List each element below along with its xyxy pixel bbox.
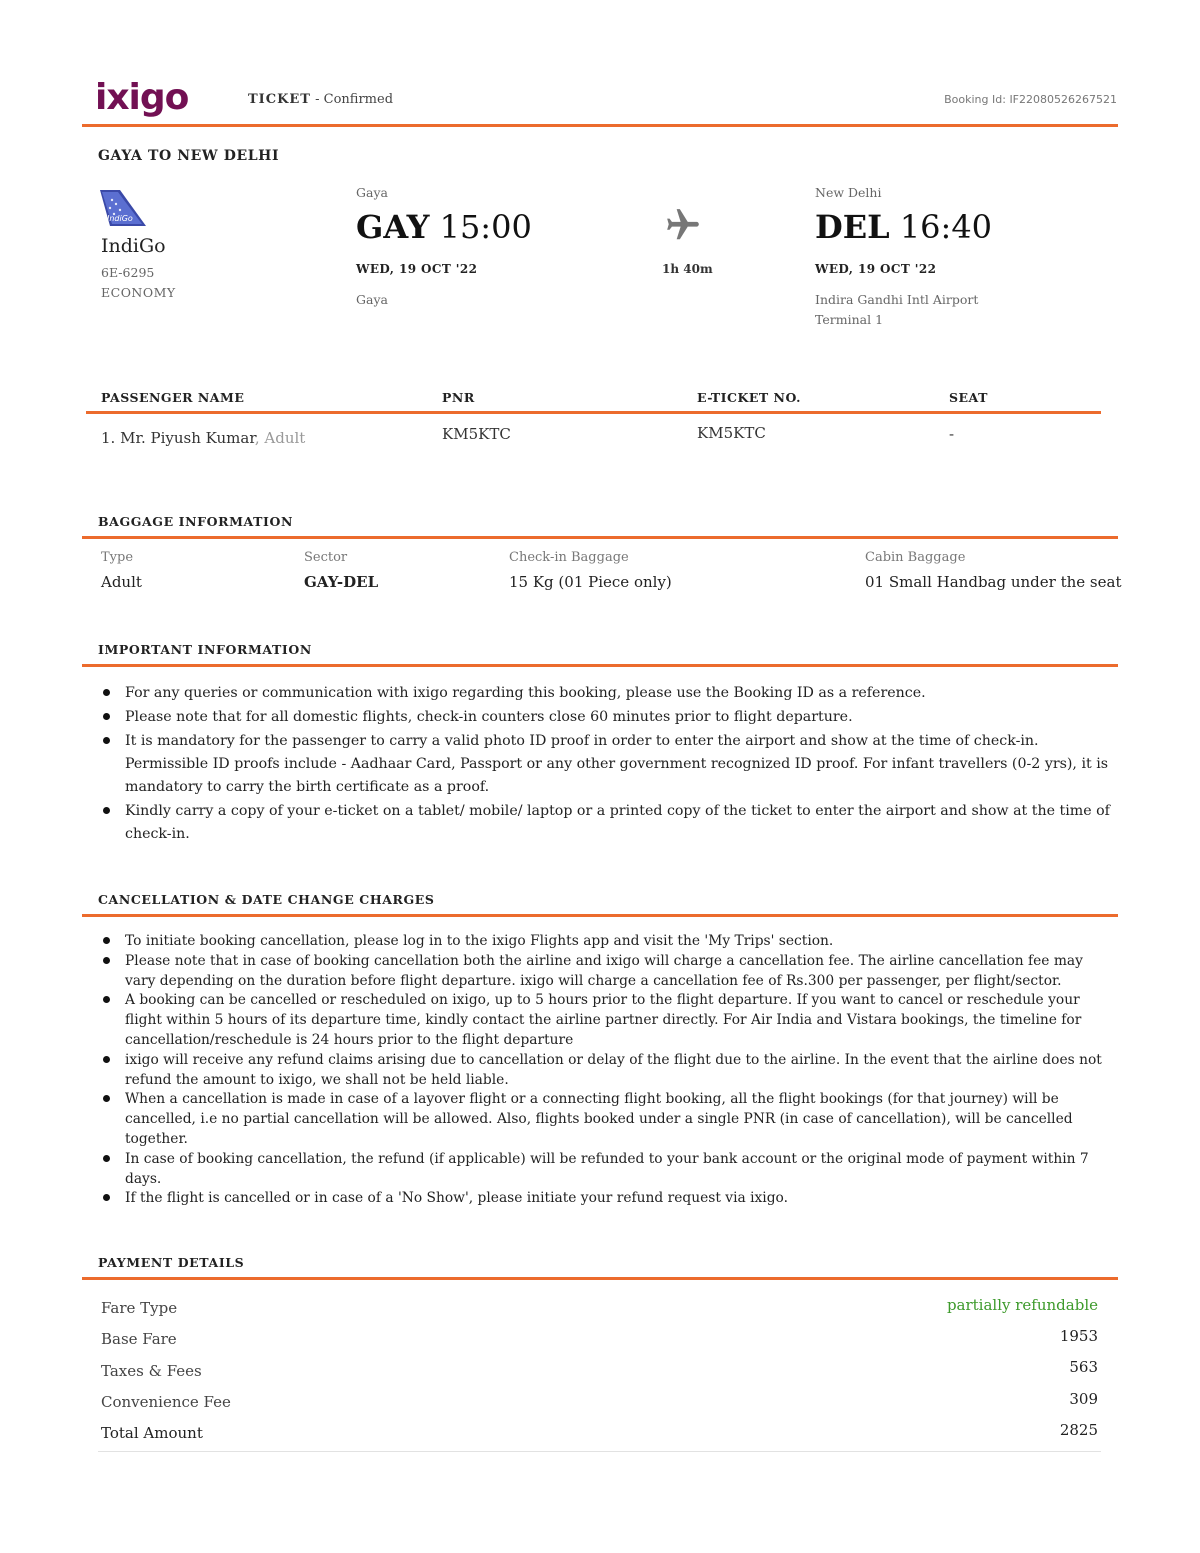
baggage-sector-header: Sector <box>304 550 348 565</box>
destination-terminal: Terminal 1 <box>815 312 884 327</box>
list-item: It is mandatory for the passenger to carry a valid photo ID proof in order to enter the airport and show at the time of check-in. Permissible ID proofs include - Aadhaar Card, Passport or any other government recognized ID proof. For infant travellers (0-2 yrs), it is mandatory to carry the birth certificate as a proof. <box>98 730 1118 799</box>
baggage-checkin-header: Check-in Baggage <box>509 550 629 565</box>
list-item: Kindly carry a copy of your e-ticket on a tablet/ mobile/ laptop or a printed copy of the ticket to enter the airport and show at the time of check-in. <box>98 800 1118 846</box>
destination-city: New Delhi <box>815 185 882 200</box>
taxes-fees-label: Taxes & Fees <box>101 1362 202 1380</box>
cancellation-divider <box>82 914 1118 917</box>
total-amount-value: 2825 <box>1059 1421 1098 1439</box>
important-info-divider <box>82 664 1118 667</box>
convenience-fee-value: 309 <box>1069 1390 1098 1408</box>
list-item: ixigo will receive any refund claims arising due to cancellation or delay of the flight due to the airline. In the event that the airline does not refund the amount to ixigo, we shall not be held liable. <box>98 1051 1108 1091</box>
ticket-status-label <box>248 92 393 107</box>
route-title: GAYA TO NEW DELHI <box>98 148 280 164</box>
baggage-type-header: Type <box>101 550 134 565</box>
fare-type-label: Fare Type <box>101 1299 178 1317</box>
baggage-checkin-value: 15 Kg (01 Piece only) <box>509 573 672 591</box>
indigo-tail-logo-icon <box>98 188 150 230</box>
baggage-sector-value: GAY-DEL <box>304 573 379 591</box>
baggage-cabin-value: 01 Small Handbag under the seat <box>865 573 1122 591</box>
list-item: Please note that for all domestic flights, check-in counters close 60 minutes prior to flight departure. <box>98 706 1118 729</box>
ticket-label: TICKET <box>248 92 311 107</box>
payment-divider <box>82 1277 1118 1280</box>
pnr-value: KM5KTC <box>442 425 511 443</box>
destination-time: 16:40 <box>899 208 993 246</box>
origin-code: GAY <box>356 208 430 246</box>
pnr-header: PNR <box>442 390 475 405</box>
cancellation-title: CANCELLATION & DATE CHANGE CHARGES <box>98 892 435 907</box>
seat-header: SEAT <box>949 390 988 405</box>
passenger-name <box>101 429 305 447</box>
list-item: If the flight is cancelled or in case of a 'No Show', please initiate your refund request via ixigo. <box>98 1189 1108 1209</box>
origin-airport: Gaya <box>356 292 388 307</box>
passenger-name-header: PASSENGER NAME <box>101 390 245 405</box>
destination-airport <box>815 290 978 330</box>
cabin-class: ECONOMY <box>101 285 176 300</box>
cancellation-list <box>98 932 1108 1209</box>
passenger-table-divider <box>86 411 1101 414</box>
baggage-divider <box>82 536 1118 539</box>
passenger-name-text: 1. Mr. Piyush Kumar <box>101 429 255 447</box>
header-divider <box>82 124 1118 127</box>
destination-code-time <box>815 207 992 247</box>
booking-id: Booking Id: IF22080526267521 <box>944 93 1117 106</box>
origin-code-time <box>356 207 532 247</box>
list-item: When a cancellation is made in case of a layover flight or a connecting flight booking, all the flight bookings (for that journey) will be cancelled, i.e no partial cancellation will be allowed. Also, flights booked under a single PNR (in case of cancellation), will be cancelled together. <box>98 1090 1108 1149</box>
list-item: Please note that in case of booking cancellation both the airline and ixigo will charge a cancellation fee. The airline cancellation fee may vary depending on the duration before flight departure. ixigo will charge a cancellation fee of Rs.300 per passenger, per flight/sector. <box>98 952 1108 992</box>
seat-value: - <box>949 425 955 443</box>
payment-bottom-divider <box>98 1451 1101 1452</box>
flight-number: 6E-6295 <box>101 265 155 280</box>
airline-name: IndiGo <box>101 235 166 257</box>
airplane-icon <box>664 206 702 244</box>
convenience-fee-label: Convenience Fee <box>101 1393 231 1411</box>
list-item: To initiate booking cancellation, please log in to the ixigo Flights app and visit the 'My Trips' section. <box>98 932 1108 952</box>
list-item: A booking can be cancelled or rescheduled on ixigo, up to 5 hours prior to the flight departure. If you want to cancel or reschedule your flight within 5 hours of its departure time, kindly contact the airline partner directly. For Air India and Vistara bookings, the timeline for cancellation/reschedule is 24 hours prior to the flight departure <box>98 991 1108 1050</box>
flight-duration: 1h 40m <box>662 262 713 276</box>
fare-type-value: partially refundable <box>946 1296 1098 1314</box>
base-fare-value: 1953 <box>1059 1327 1098 1345</box>
origin-city: Gaya <box>356 185 388 200</box>
list-item: For any queries or communication with ixigo regarding this booking, please use the Booking ID as a reference. <box>98 682 1118 705</box>
origin-time: 15:00 <box>439 208 532 246</box>
payment-title: PAYMENT DETAILS <box>98 1255 245 1270</box>
important-info-title: IMPORTANT INFORMATION <box>98 642 312 657</box>
baggage-type-value: Adult <box>101 573 142 591</box>
important-info-list <box>98 682 1118 847</box>
baggage-title: BAGGAGE INFORMATION <box>98 514 294 529</box>
total-amount-label: Total Amount <box>101 1424 203 1442</box>
ixigo-logo: ixigo <box>95 77 189 118</box>
airline-logo-text: IndiGo <box>107 214 133 223</box>
baggage-cabin-header: Cabin Baggage <box>865 550 966 565</box>
list-item: In case of booking cancellation, the refund (if applicable) will be refunded to your bank account or the original mode of payment within 7 days. <box>98 1150 1108 1190</box>
base-fare-label: Base Fare <box>101 1330 177 1348</box>
ticket-status: - Confirmed <box>310 92 394 107</box>
passenger-type: , Adult <box>254 429 306 447</box>
destination-date: WED, 19 OCT '22 <box>815 262 937 276</box>
origin-date: WED, 19 OCT '22 <box>356 262 478 276</box>
eticket-value: KM5KTC <box>697 424 766 442</box>
destination-code: DEL <box>815 208 890 246</box>
destination-airport-name: Indira Gandhi Intl Airport <box>815 292 979 307</box>
taxes-fees-value: 563 <box>1069 1358 1098 1376</box>
eticket-header: E-TICKET NO. <box>697 390 801 405</box>
